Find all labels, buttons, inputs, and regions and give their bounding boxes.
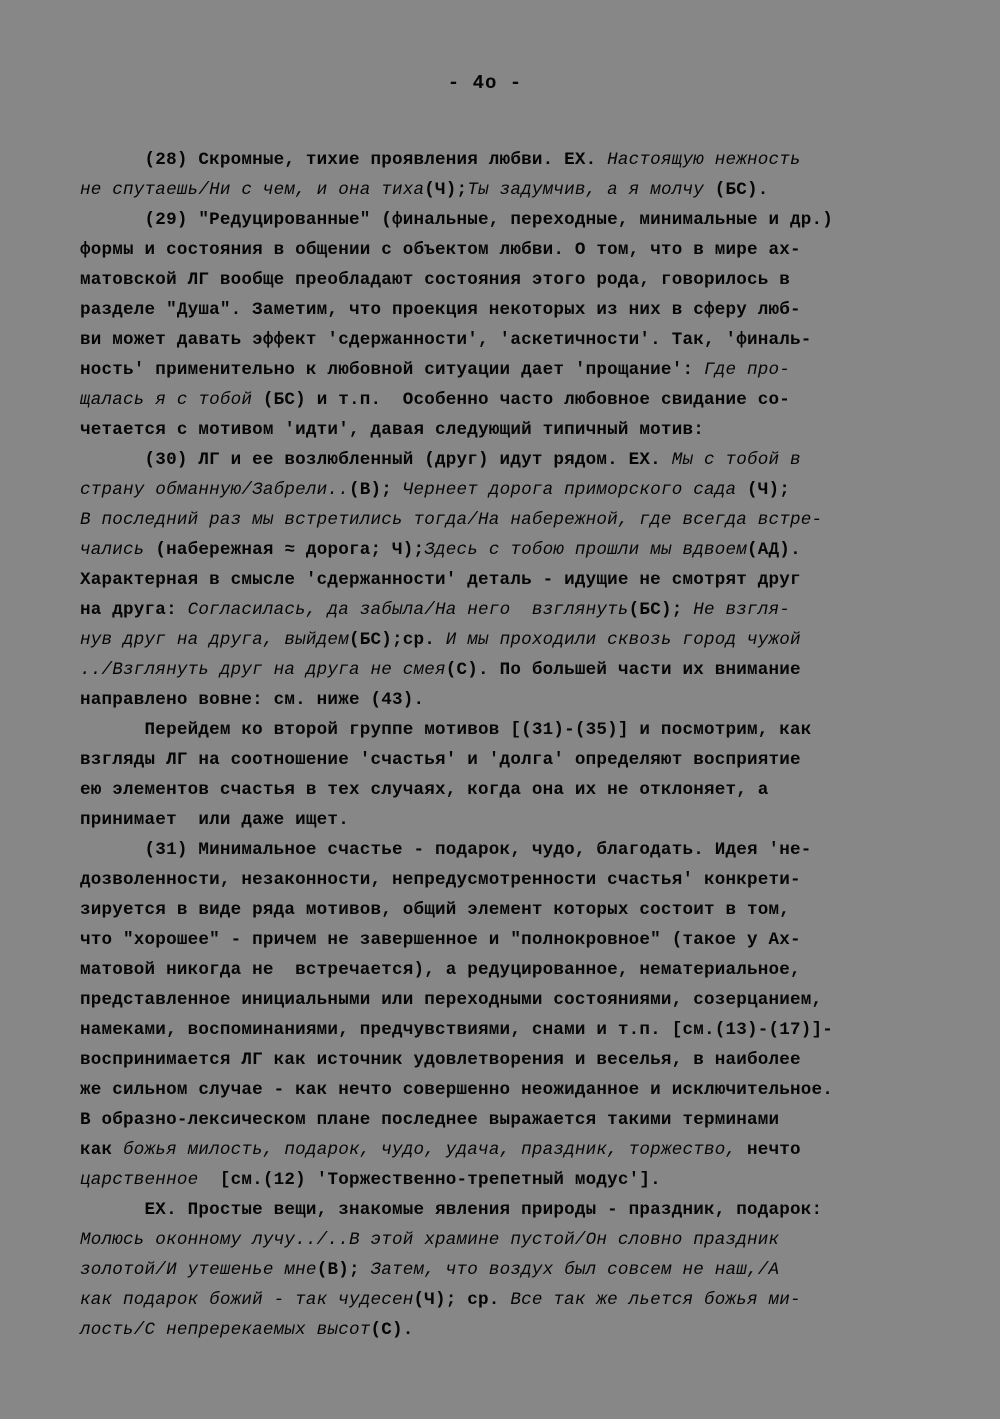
text-line xyxy=(80,1135,915,1165)
text-segment: (БС). xyxy=(704,180,769,200)
italic-text-segment: Ты задумчив, а я молчу xyxy=(467,180,704,200)
text-line xyxy=(80,1165,915,1195)
text-line xyxy=(80,505,915,535)
text-segment: зируется в виде ряда мотивов, общий элемент которых состоит в том, xyxy=(80,900,791,920)
text-segment: четается с мотивом 'идти', давая следующий типичный мотив: xyxy=(80,420,704,440)
text-line xyxy=(80,295,915,325)
text-segment: (БС); xyxy=(628,600,694,620)
italic-text-segment: Чернеет дорога приморского сада xyxy=(402,480,737,500)
italic-text-segment: Где про- xyxy=(703,360,791,380)
text-line xyxy=(80,445,915,475)
text-segment: (Ч); xyxy=(736,480,791,500)
italic-text-segment: И мы проходили сквозь город чужой xyxy=(445,630,801,650)
text-line xyxy=(80,1045,915,1075)
italic-text-segment: Молюсь оконному лучу../..В этой храмине пустой/Он словно праздник xyxy=(80,1230,780,1250)
text-segment: (набережная ≈ дорога; Ч); xyxy=(144,540,425,560)
text-line xyxy=(80,205,915,235)
text-segment: Перейдем ко второй группе мотивов [(31)-(35)] и посмотрим, как xyxy=(80,720,812,740)
text-segment: воспринимается ЛГ как источник удовлетворения и веселья, в наиболее xyxy=(80,1050,801,1070)
text-segment: (30) ЛГ и ее возлюбленный (друг) идут рядом. EX. xyxy=(80,450,672,470)
text-line xyxy=(80,235,915,265)
text-line xyxy=(80,175,915,205)
text-segment: (БС);ср. xyxy=(348,630,446,650)
text-segment: же сильном случае - как нечто совершенно неожиданное и исключительное. xyxy=(80,1080,834,1100)
text-segment: (Ч); ср. xyxy=(413,1290,511,1310)
italic-text-segment: золотой/И утешенье мне xyxy=(80,1260,317,1280)
italic-text-segment: божья милость, подарок, чудо, удача, праздник, торжество, xyxy=(123,1140,737,1160)
italic-text-segment: нув друг на друга, выйдем xyxy=(80,630,349,650)
text-segment: формы и состояния в общении с объектом любви. О том, что в мире ах- xyxy=(80,240,801,260)
text-segment: как xyxy=(80,1140,124,1160)
text-segment: EX. Простые вещи, знакомые явления природы - праздник, подарок: xyxy=(80,1200,823,1220)
text-line xyxy=(80,715,915,745)
text-line xyxy=(80,895,915,925)
text-line xyxy=(80,1015,915,1045)
text-line xyxy=(80,1255,915,1285)
text-line xyxy=(80,415,915,445)
text-segment: (В); xyxy=(348,480,403,500)
text-line xyxy=(80,1075,915,1105)
text-line xyxy=(80,595,915,625)
italic-text-segment: Все так же льется божья ми- xyxy=(510,1290,801,1310)
text-line xyxy=(80,685,915,715)
italic-text-segment: Здесь с тобою прошли мы вдвоем xyxy=(424,540,748,560)
italic-text-segment: Настоящую нежность xyxy=(607,150,801,170)
text-line xyxy=(80,1315,915,1345)
text-line xyxy=(80,745,915,775)
text-segment: что "хорошее" - причем не завершенное и "полнокровное" (такое у Ах- xyxy=(80,930,801,950)
text-segment: матовой никогда не встречается), а редуцированное, нематериальное, xyxy=(80,960,801,980)
text-segment: принимает или даже ищет. xyxy=(80,810,349,830)
italic-text-segment: страну обманную/Забрели.. xyxy=(80,480,349,500)
text-segment: матовской ЛГ вообще преобладают состояния этого рода, говорилось в xyxy=(80,270,791,290)
text-segment: (31) Минимальное счастье - подарок, чудо, благодать. Идея 'не- xyxy=(80,840,812,860)
text-body xyxy=(80,145,915,1345)
text-segment: представленное инициальными или переходными состояниями, созерцанием, xyxy=(80,990,823,1010)
text-segment: (С). По большей части их внимание xyxy=(445,660,801,680)
text-line xyxy=(80,865,915,895)
text-line xyxy=(80,985,915,1015)
text-line xyxy=(80,835,915,865)
text-segment: [см.(12) 'Торжественно-трепетный модус']. xyxy=(198,1170,661,1190)
text-line xyxy=(80,1195,915,1225)
text-line xyxy=(80,1105,915,1135)
italic-text-segment: Не взгля- xyxy=(693,600,791,620)
italic-text-segment: лость/С непререкаемых высот xyxy=(80,1320,371,1340)
text-segment: направлено вовне: см. ниже (43). xyxy=(80,690,425,710)
text-segment: В образно-лексическом плане последнее выражается такими терминами xyxy=(80,1110,780,1130)
text-segment: (АД). xyxy=(747,540,801,560)
text-segment: дозволенности, незаконности, непредусмотренности счастья' конкрети- xyxy=(80,870,801,890)
text-segment: (БС) и т.п. Особенно часто любовное свидание со- xyxy=(252,390,791,410)
text-line xyxy=(80,475,915,505)
page-number: - 4о - xyxy=(447,72,523,94)
text-segment: ви может давать эффект 'сдержанности', 'аскетичности'. Так, 'финаль- xyxy=(80,330,812,350)
text-segment: ею элементов счастья в тех случаях, когда она их не отклоняет, а xyxy=(80,780,769,800)
text-line xyxy=(80,355,915,385)
text-line xyxy=(80,565,915,595)
text-segment: нечто xyxy=(736,1140,801,1160)
text-line xyxy=(80,625,915,655)
italic-text-segment: В последний раз мы встретились тогда/На набережной, где всегда встре- xyxy=(80,510,823,530)
italic-text-segment: не спутаешь/Ни с чем, и она тиха xyxy=(80,180,425,200)
text-line xyxy=(80,325,915,355)
text-segment: ность' применительно к любовной ситуации дает 'прощание': xyxy=(80,360,704,380)
italic-text-segment: как подарок божий - так чудесен xyxy=(80,1290,414,1310)
text-line xyxy=(80,925,915,955)
text-segment: (Ч); xyxy=(424,180,468,200)
text-line xyxy=(80,265,915,295)
text-line xyxy=(80,1225,915,1255)
italic-text-segment: ../Взглянуть друг на друга не смея xyxy=(80,660,446,680)
text-segment: намеками, воспоминаниями, предчувствиями, снами и т.п. [см.(13)-(17)]- xyxy=(80,1020,834,1040)
text-line xyxy=(80,385,915,415)
italic-text-segment: Согласилась, да забыла/На него взглянуть xyxy=(187,600,629,620)
italic-text-segment: Мы с тобой в xyxy=(671,450,801,470)
text-line xyxy=(80,655,915,685)
italic-text-segment: царственное xyxy=(80,1170,199,1190)
text-segment: (В); xyxy=(316,1260,371,1280)
text-segment: (29) "Редуцированные" (финальные, переходные, минимальные и др.) xyxy=(80,210,834,230)
text-segment: (28) Скромные, тихие проявления любви. EX. xyxy=(80,150,608,170)
italic-text-segment: щалась я с тобой xyxy=(80,390,253,410)
text-line xyxy=(80,775,915,805)
text-segment: разделе "Душа". Заметим, что проекция некоторых из них в сферу люб- xyxy=(80,300,801,320)
text-line xyxy=(80,1285,915,1315)
text-line xyxy=(80,145,915,175)
italic-text-segment: Затем, что воздух был совсем не наш,/А xyxy=(370,1260,780,1280)
text-segment: взгляды ЛГ на соотношение 'счастья' и 'долга' определяют восприятие xyxy=(80,750,801,770)
text-line xyxy=(80,805,915,835)
text-line xyxy=(80,955,915,985)
text-segment: (С). xyxy=(370,1320,414,1340)
text-segment: Характерная в смысле 'сдержанности' деталь - идущие не смотрят друг xyxy=(80,570,801,590)
text-segment: на друга: xyxy=(80,600,188,620)
text-line xyxy=(80,535,915,565)
italic-text-segment: чались xyxy=(80,540,145,560)
